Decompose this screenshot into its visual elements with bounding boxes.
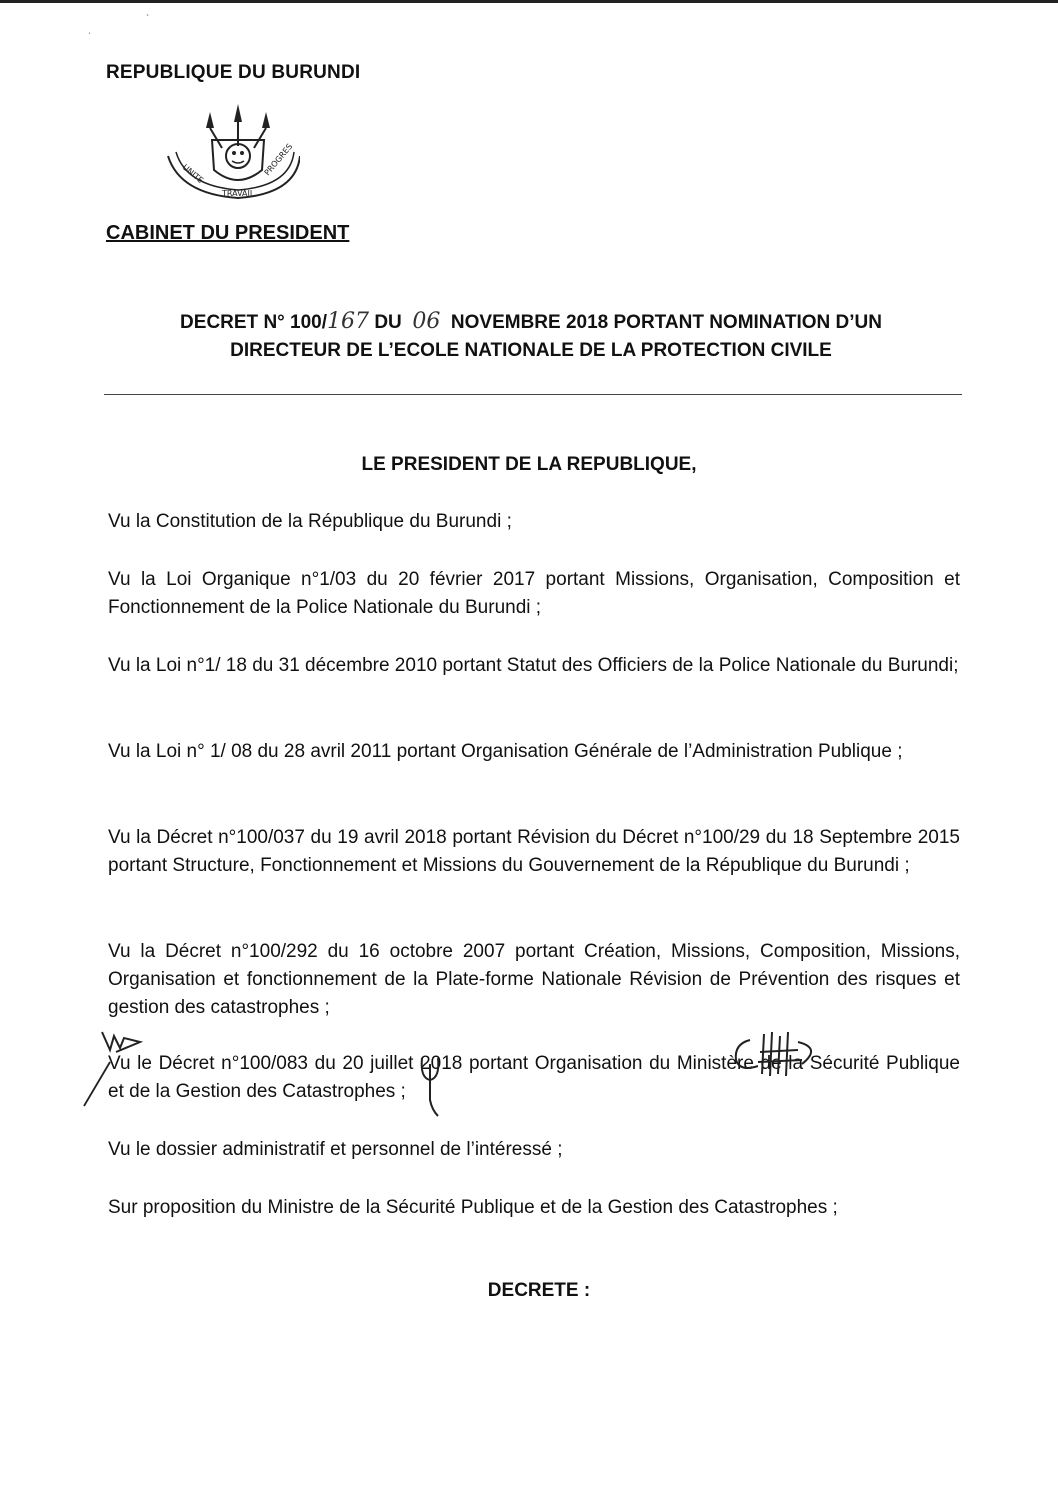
consideration-paragraph: Vu la Loi n°1/ 18 du 31 décembre 2010 portant Statut des Officiers de la Police Nationale du Burundi; [108, 655, 959, 676]
initials-signature-right [728, 1026, 828, 1096]
office-header: CABINET DU PRESIDENT [106, 222, 350, 244]
svg-text:UNITE: UNITE [180, 162, 205, 186]
consideration-paragraph: Vu la Constitution de la République du Burundi ; [108, 511, 512, 532]
scan-speck: ˋ [146, 14, 150, 25]
consideration-paragraph: Vu la Loi Organique n°1/03 du 20 février 2017 portant Missions, Organisation, Composition et Fonctionnement de la Police Nationale du Burundi ; [108, 569, 960, 618]
decree-title-rest: NOVEMBRE 2018 PORTANT NOMINATION D’UN [450, 312, 882, 333]
president-heading: LE PRESIDENT DE LA REPUBLIQUE, [361, 454, 697, 475]
decrete-heading: DECRETE : [487, 1280, 591, 1301]
decree-title [96, 308, 966, 365]
page-top-border [0, 0, 1058, 3]
consideration-paragraph: Vu la Décret n°100/037 du 19 avril 2018 portant Révision du Décret n°100/29 du 18 Septembre 2015 portant Structure, Fonctionnement et Missions du Gouvernement de la République du Burundi ; [108, 827, 960, 876]
svg-text:TRAVAIL: TRAVAIL [222, 189, 255, 198]
initials-signature-left [80, 1022, 150, 1112]
country-header: REPUBLIQUE DU BURUNDI [106, 62, 361, 83]
decree-number-prefix: DECRET N° 100/ [180, 312, 328, 333]
handwritten-day: 06 [412, 309, 441, 334]
coat-of-arms-emblem [150, 98, 300, 218]
consideration-paragraph: Vu le dossier administratif et personnel de l’intéressé ; [108, 1139, 563, 1160]
scan-speck: ˌ [88, 24, 92, 35]
consideration-paragraph: Vu la Loi n° 1/ 08 du 28 avril 2011 portant Organisation Générale de l’Administration Publique ; [108, 741, 903, 762]
initials-signature-center [410, 1052, 450, 1122]
handwritten-decree-number: 167 [327, 309, 370, 334]
title-divider [104, 394, 962, 395]
consideration-paragraph: Sur proposition du Ministre de la Sécurité Publique et de la Gestion des Catastrophes ; [108, 1197, 838, 1218]
decree-du: DU [374, 312, 402, 333]
consideration-paragraph: Vu la Décret n°100/292 du 16 octobre 2007 portant Création, Missions, Composition, Missions, Organisation et fonctionnement de la Plate-forme Nationale Révision de Prévention des risques et gestion des catastrophes ; [108, 941, 960, 1018]
decree-title-line2: DIRECTEUR DE L’ECOLE NATIONALE DE LA PROTECTION CIVILE [230, 340, 832, 361]
decree-title-line1 [96, 308, 966, 337]
svg-text:PROGRES: PROGRES [262, 141, 295, 178]
consideration-paragraph: Vu le Décret n°100/083 du 20 juillet 2018 portant Organisation du Ministère de la Sécurité Publique et de la Gestion des Catastrophes ; [108, 1053, 960, 1102]
